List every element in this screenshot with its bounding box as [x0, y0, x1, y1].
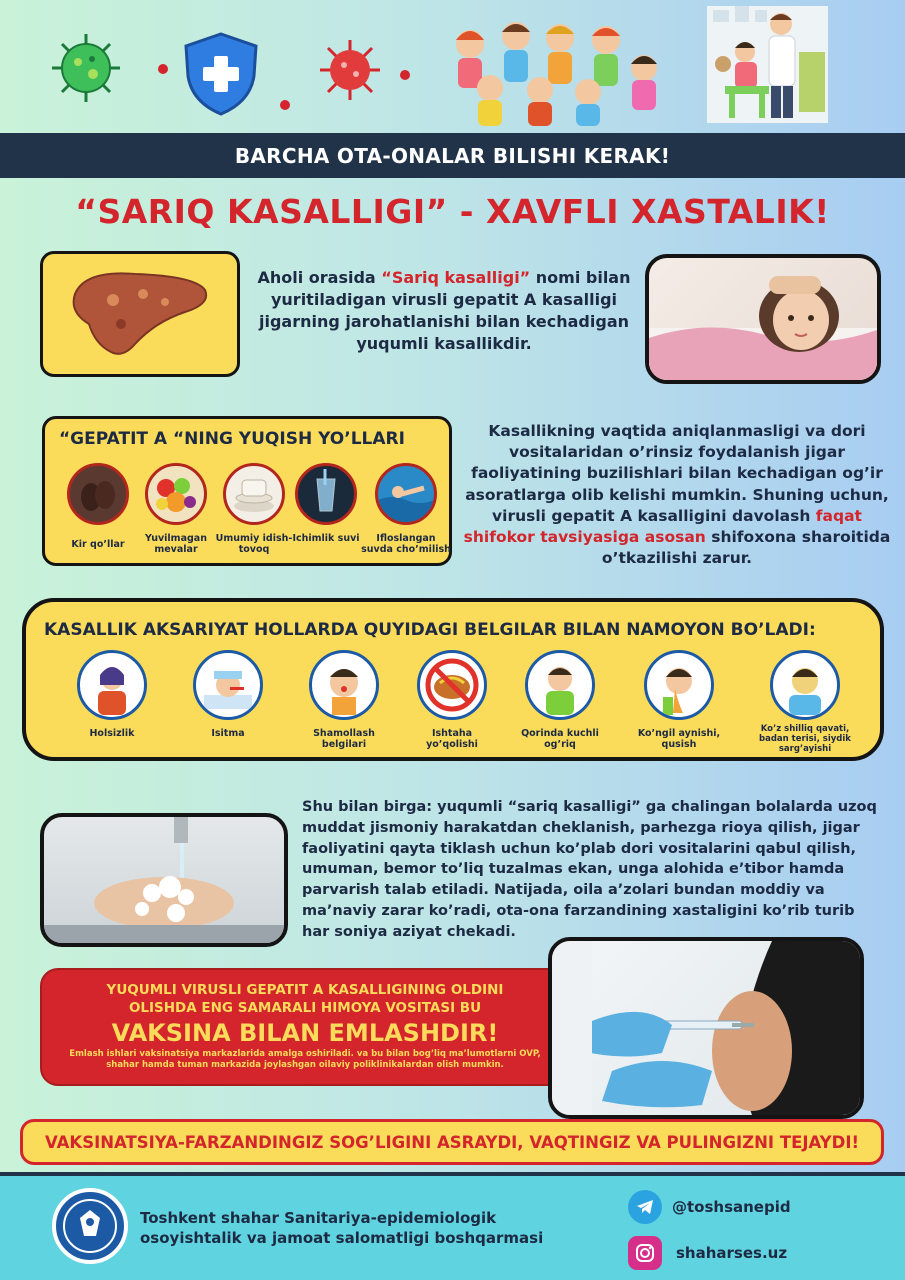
liver-image-card	[40, 251, 240, 377]
transmission-item	[63, 463, 133, 550]
vaccine-note: Emlash ishlari vaksinatsiya markazlarida amalga oshiriladi. va bu bilan bog’liq ma’lumotlarni OVP, shahar hamda tuman markazida joylashgan oilaviy poliklinikalardan olish mumkin.	[69, 1049, 541, 1070]
transmission-item	[215, 463, 293, 555]
symptom-item	[186, 650, 270, 739]
symptom-item-label: Ishtaha yo’qolishi	[426, 728, 478, 750]
shield-plus-icon	[182, 32, 260, 120]
sick-child-photo	[645, 254, 881, 384]
symptoms-heading: KASALLIK AKSARIYAT HOLLARDA QUYIDAGI BELGILAR BILAN NAMOYON BO’LADI:	[44, 620, 816, 640]
vaccine-line2: OLISHDA ENG SAMARALI HIMOYA VOSITASI BU	[128, 1000, 482, 1016]
transmission-item-label: Ichimlik suvi	[292, 533, 360, 544]
liver-icon	[65, 264, 215, 364]
transmission-heading: “GEPATIT A “NING YUQISH YO’LLARI	[59, 429, 405, 449]
transmission-item-label: Ifloslangan suvda cho’milish	[361, 533, 451, 555]
water-glass-icon	[295, 463, 357, 525]
transmission-card	[42, 416, 452, 566]
dirty-hands-icon	[67, 463, 129, 525]
fruits-icon	[145, 463, 207, 525]
swimming-icon	[375, 463, 437, 525]
transmission-item-label: Yuvilmagan mevalar	[145, 533, 207, 555]
symptoms-card	[22, 598, 884, 761]
nausea-icon	[644, 650, 714, 720]
dot-decoration	[158, 64, 168, 74]
organization-line2: osoyishtalik va jamoat salomatligi boshqarmasi	[140, 1229, 544, 1247]
symptom-item	[410, 650, 494, 750]
transmission-item	[361, 463, 451, 555]
virus-red-icon	[318, 38, 382, 106]
symptom-item	[632, 650, 726, 750]
vaccine-card	[40, 968, 570, 1086]
slogan-text: VAKSINATSIYA-FARZANDINGIZ SOG’LIGINI ASRAYDI, VAQTINGIZ VA PULINGIZNI TEJAYDI!	[45, 1132, 859, 1152]
website-link[interactable]	[628, 1236, 787, 1270]
symptom-item-label: Ko’ngil aynishi, qusish	[637, 728, 721, 750]
emblem-logo	[52, 1188, 128, 1264]
consequences-text: Shu bilan birga: yuqumli “sariq kasalligi” ga chalingan bolalarda uzoq muddat jismoniy harakatdan cheklanish, parhezga rioya qilish, jigar faoliyatini qayta tiklash uchun ko’plab dori vositalarini qabul qilish, umuman, bemor to’liq tuzalmas ekan, unga alohida e’tibor hamda parvarish talab etiladi. Natijada, oila a’zolari bundan moddiy va ma’naviy zarar ko’radi, ota-ona farzandining xastaligini ko’rib turib har soniya aziyat chekadi.	[302, 799, 877, 940]
symptom-item-label: Isitma	[211, 728, 245, 739]
jaundice-icon	[770, 650, 840, 720]
treatment-highlight: faqat shifokor tavsiyasiga asosan	[463, 506, 862, 547]
transmission-item-label: Umumiy idish-tovoq	[215, 533, 293, 555]
fever-icon	[193, 650, 263, 720]
vaccine-line1: YUQUMLI VIRUSLI GEPATIT A KASALLIGINING OLDINI	[106, 982, 504, 998]
symptom-item-label: Shamollash belgilari	[313, 728, 375, 750]
stomach-pain-icon	[525, 650, 595, 720]
dot-decoration	[280, 100, 290, 110]
telegram-handle: @toshsanepid	[672, 1198, 791, 1216]
symptom-item-label: Holsizlik	[89, 728, 135, 739]
dishes-icon	[223, 463, 285, 525]
no-appetite-icon	[417, 650, 487, 720]
treatment-text-part1: Kasallikning vaqtida aniqlanmasligi va dori vositalaridan o’rinsiz foydalanish jigar faoliyatining buzilishlari bilan kechadigan og’ir asoratlarga olib kelishi mumkin. Shuning uchun, virusli gepatit A kasalligini davolash	[465, 422, 889, 525]
footer	[0, 1172, 905, 1280]
organization-name	[140, 1208, 543, 1248]
organization-line1: Toshkent shahar Sanitariya-epidemiologik	[140, 1209, 497, 1227]
handwashing-photo	[40, 813, 288, 947]
top-banner: BARCHA OTA-ONALAR BILISHI KERAK!	[0, 133, 905, 178]
telegram-icon	[628, 1190, 662, 1224]
vaccine-headline: VAKSINA BILAN EMLASHDIR!	[111, 1019, 499, 1047]
intro-text	[244, 267, 644, 355]
symptom-item-label: Ko’z shilliq qavati, badan terisi, siydik sarg’ayishi	[759, 724, 851, 754]
slogan-banner	[20, 1119, 884, 1165]
symptom-item	[754, 650, 856, 754]
intro-text-part1: Aholi orasida	[257, 268, 382, 287]
treatment-text-part2: shifoxona sharoitida o’tkazilishi zarur.	[601, 528, 891, 568]
transmission-item-label: Kir qo’llar	[71, 539, 125, 550]
telegram-link[interactable]	[628, 1190, 791, 1224]
transmission-item	[291, 463, 361, 544]
cold-symptoms-icon	[309, 650, 379, 720]
fatigue-icon	[77, 650, 147, 720]
transmission-item	[137, 463, 215, 555]
page-title: “SARIQ KASALLIGI” - XAVFLI XASTALIK!	[75, 192, 830, 231]
doctor-child-illustration	[705, 2, 830, 125]
treatment-text	[462, 421, 892, 569]
children-playing-illustration	[448, 18, 664, 128]
symptom-item	[70, 650, 154, 739]
intro-highlight: “Sariq kasalligi”	[381, 268, 531, 287]
vaccination-photo	[548, 937, 864, 1119]
symptom-item	[518, 650, 602, 750]
virus-green-icon	[48, 30, 124, 110]
symptom-item	[302, 650, 386, 750]
website-url: shaharses.uz	[676, 1244, 788, 1262]
dot-decoration	[400, 70, 410, 80]
instagram-icon	[628, 1236, 662, 1270]
symptom-item-label: Qorinda kuchli og’riq	[521, 728, 599, 750]
intro-text-part2: nomi bilan yuritiladigan virusli gepatit A kasalligi jigarning jarohatlanishi bilan kechadigan yuqumli kasallikdir.	[258, 268, 631, 353]
